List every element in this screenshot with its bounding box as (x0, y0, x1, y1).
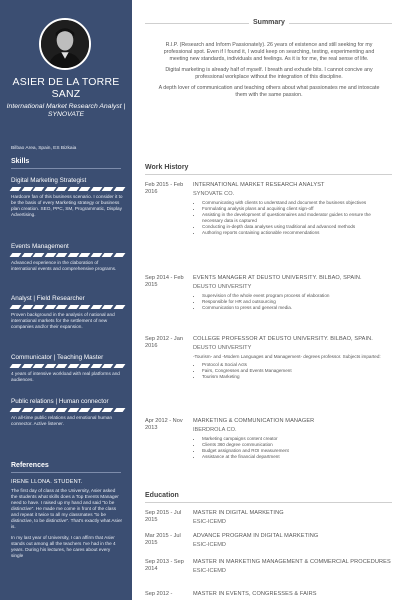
reference-text (11, 488, 123, 559)
job-bullet: • Fairs, Congresses and Events Management (202, 368, 392, 374)
references-heading: References (11, 462, 49, 469)
avatar (39, 18, 91, 70)
skill-level-segment (79, 408, 90, 412)
job-bullet: • Formulating analysis plans and acquiring client sign-off (202, 206, 392, 212)
skill-level-segment (102, 305, 113, 309)
education-school: ESIC-ICEMD (193, 518, 226, 525)
skill-level-segment (67, 408, 78, 412)
summary-text (155, 42, 383, 99)
skill-level-segment (44, 408, 55, 412)
skill-level-segment (33, 253, 44, 257)
job-bullets (193, 200, 392, 236)
reference-paragraph: The first day of class at the University, Asier asked the students what skills does a Top Events Manager need to have. I raised up my hand and said "to be distinctive". He made me come in front of the class and repeat it twice to all my classmates "to be distinctive, to be distinctive". That's exactly what Asier is. (11, 487, 123, 529)
job-bullets (193, 293, 392, 311)
skill-level-segment (33, 305, 44, 309)
skill-level-segment (113, 253, 124, 257)
job-bullet: • Marketing campaigns content creator (202, 436, 392, 442)
skill-item (11, 354, 123, 383)
profile-photo-icon (41, 20, 89, 68)
job-bullet: • Authoring reports containing actionable recommendations (202, 230, 392, 236)
skill-item (11, 243, 123, 272)
job-bullet: • Communication to press and general media. (202, 305, 392, 311)
summary-heading: Summary (249, 18, 289, 27)
education-degree: MASTER IN EVENTS, CONGRESSES & FAIRS (193, 591, 317, 597)
job-note: -Tourism- and -Modern Languages and Management- degrees professor. Subjects imparted: (193, 353, 381, 359)
education-school: ESIC-ICEMD (193, 541, 226, 548)
education-dates: Sep 2015 - Jul 2015 (145, 510, 182, 523)
skill-level-segment (21, 253, 32, 257)
job-body (193, 275, 392, 311)
job-title: EVENTS MANAGER AT DEUSTO UNIVERSITY. BILBAO, SPAIN. (193, 275, 362, 281)
education-body (193, 591, 392, 598)
skill-level-segment (56, 253, 67, 257)
skill-level-segment (10, 305, 21, 309)
skill-level-bar (11, 408, 123, 412)
job-body (193, 336, 392, 380)
job-bullet: • Responsible for HR and outsourcing (202, 299, 392, 305)
references-divider (11, 472, 121, 473)
job-bullets (193, 362, 392, 380)
skill-level-segment (10, 364, 21, 368)
skill-level-segment (79, 364, 90, 368)
skill-level-bar (11, 187, 123, 191)
skill-level-segment (56, 408, 67, 412)
education-heading: Education (145, 492, 179, 499)
education-school: ESIC-ICEMD (193, 567, 226, 574)
skill-level-segment (102, 187, 113, 191)
work-history-heading: Work History (145, 164, 189, 171)
skill-level-segment (56, 364, 67, 368)
skill-name: Communicator | Teaching Master (11, 354, 104, 361)
skill-level-segment (33, 364, 44, 368)
education-body (193, 510, 392, 526)
skill-level-segment (79, 187, 90, 191)
skill-level-segment (10, 408, 21, 412)
job-bullet: • Supervision of the whole event program process of elaboration (202, 293, 392, 299)
education-degree: ADVANCE PROGRAM IN DIGITAL MARKETING (193, 533, 319, 539)
job-bullet: • Clients 360 degree communication (202, 442, 392, 448)
skill-level-bar (11, 253, 123, 257)
skill-level-segment (79, 305, 90, 309)
skill-item (11, 295, 123, 330)
skill-name: Digital Marketing Strategist (11, 177, 87, 184)
work-history-divider (145, 174, 392, 175)
skill-level-segment (67, 364, 78, 368)
job-dates: Feb 2015 - Feb 2016 (145, 182, 184, 195)
skill-description: Hardcore fan of this business scenario. I consider it to be the basis of every Marketing strategy or business plan creation. SEO, PPC, SM, Programmatic, Display Advertising. (11, 193, 123, 217)
skill-level-segment (102, 253, 113, 257)
job-bullet: • Tourism Marketing (202, 374, 392, 380)
skill-level-segment (67, 253, 78, 257)
skill-level-segment (113, 187, 124, 191)
skill-level-segment (44, 187, 55, 191)
skill-level-segment (44, 305, 55, 309)
job-bullet: • Protocol & Social Acts (202, 362, 392, 368)
skill-level-segment (90, 253, 101, 257)
summary-paragraph: Digital marketing is already half of myself. I breath and exhude bits. I cannot concive any professional workplace without the integration of this discipline. (165, 67, 373, 80)
education-dates: Sep 2013 - Sep 2014 (145, 559, 184, 572)
skill-level-segment (113, 305, 124, 309)
reference-item (11, 479, 123, 559)
skill-level-segment (102, 408, 113, 412)
job-bullet: • Conducting in-depth data analyses using traditional and advanced methods (202, 224, 392, 230)
skill-level-segment (56, 187, 67, 191)
skill-level-segment (90, 364, 101, 368)
skill-level-segment (56, 305, 67, 309)
education-dates: Sep 2012 - (145, 591, 173, 597)
job-dates: Sep 2012 - Jan 2016 (145, 336, 183, 349)
skill-level-segment (44, 253, 55, 257)
education-body (193, 559, 392, 575)
job-bullet: • Assistance at the financial department (202, 454, 392, 460)
skill-level-segment (102, 364, 113, 368)
skill-level-segment (90, 408, 101, 412)
skill-level-segment (90, 187, 101, 191)
job-bullet: • Assisting in the development of questionnaires and moderator guides to ensure the necessary data is captured (202, 212, 392, 224)
skill-level-segment (113, 364, 124, 368)
reference-name: IRENE LLONA. STUDENT. (11, 479, 83, 485)
skill-level-segment (33, 187, 44, 191)
job-company: DEUSTO UNIVERSITY (193, 344, 252, 351)
job-title: MARKETING & COMMUNICATION MANAGER (193, 418, 315, 424)
education-body (193, 533, 392, 549)
skill-level-segment (21, 408, 32, 412)
skill-level-segment (90, 305, 101, 309)
skill-level-segment (67, 305, 78, 309)
job-bullets (193, 436, 392, 460)
skill-description: An all-time public relations and emotional human connector. Active listener. (11, 414, 113, 426)
job-company: DEUSTO UNIVERSITY (193, 283, 252, 290)
skill-level-segment (10, 187, 21, 191)
skill-level-segment (21, 187, 32, 191)
skill-name: Public relations | Human connector (11, 398, 109, 405)
profile-location: Bilbao Area, Spain, ES Bizkaia (11, 146, 77, 151)
job-body (193, 418, 392, 460)
job-title: COLLEGE PROFESSOR AT DEUSTO UNIVERSITY. BILBAO, SPAIN. (193, 336, 373, 342)
job-dates: Apr 2012 - Nov 2013 (145, 418, 183, 431)
skill-level-segment (21, 305, 32, 309)
job-dates: Sep 2014 - Feb 2015 (145, 275, 184, 288)
skill-level-segment (21, 364, 32, 368)
job-bullet: • Budget assignation and ROI measurement (202, 448, 392, 454)
education-dates: Mar 2015 - Jul 2015 (145, 533, 181, 546)
skill-level-bar (11, 305, 123, 309)
job-title: INTERNATIONAL MARKET RESEARCH ANALYST (193, 182, 325, 188)
education-degree: MASTER IN MARKETING MANAGEMENT & COMMERCIAL PROCEDURES (193, 559, 391, 565)
profile-name: ASIER DE LA TORRE SANZ (12, 76, 120, 100)
skill-description: Advanced experience in the claboration of international events and comprehensive programs. (11, 259, 117, 271)
skills-divider (11, 168, 121, 169)
main-content (145, 0, 392, 600)
job-company: IBERDROLA CO. (193, 426, 237, 433)
profile-title: International Market Research Analyst | SYNOVATE (6, 103, 126, 118)
skill-level-segment (10, 253, 21, 257)
skill-name: Analyst | Field Researcher (11, 295, 85, 302)
skill-level-segment (33, 408, 44, 412)
education-degree: MASTER IN DIGITAL MARKETING (193, 510, 284, 516)
summary-paragraph: A depth lover of communication and teaching others about what passionates me and intoxcate them with the same passion. (158, 85, 380, 98)
job-body (193, 182, 392, 236)
skill-item (11, 398, 123, 427)
skill-level-segment (44, 364, 55, 368)
skill-item (11, 177, 123, 218)
skill-name: Events Management (11, 243, 69, 250)
sidebar (0, 0, 132, 600)
reference-paragraph: In my last year of University, I can affirm that Asier stands out among all the teachers I've had in the 4 years. During his lectures, he cares about every single (11, 534, 116, 558)
summary-paragraph: R.I.P. (Research and Inform Passionately). 26 years of existence and still seeking for my professional spot. Even if I found it, I would keep on searching, testing, experimenting and meeting new standards, individuals and feelings. As it is for me, the real sense of life. (163, 42, 375, 62)
job-company: SYNOVATE CO. (193, 190, 235, 197)
skill-level-segment (67, 187, 78, 191)
skill-level-segment (113, 408, 124, 412)
skill-description: 4 years of intensive workload with real platforms and audiences. (11, 370, 120, 382)
skill-description: Proven background in the analysis of national and international markets for the settlement of new companies and/or their expansion. (11, 311, 115, 329)
skills-heading: Skills (11, 158, 30, 165)
skill-level-segment (79, 253, 90, 257)
skill-level-bar (11, 364, 123, 368)
education-divider (145, 502, 392, 503)
job-bullet: • Communicating with clients to understand and document the business objectives (202, 200, 392, 206)
